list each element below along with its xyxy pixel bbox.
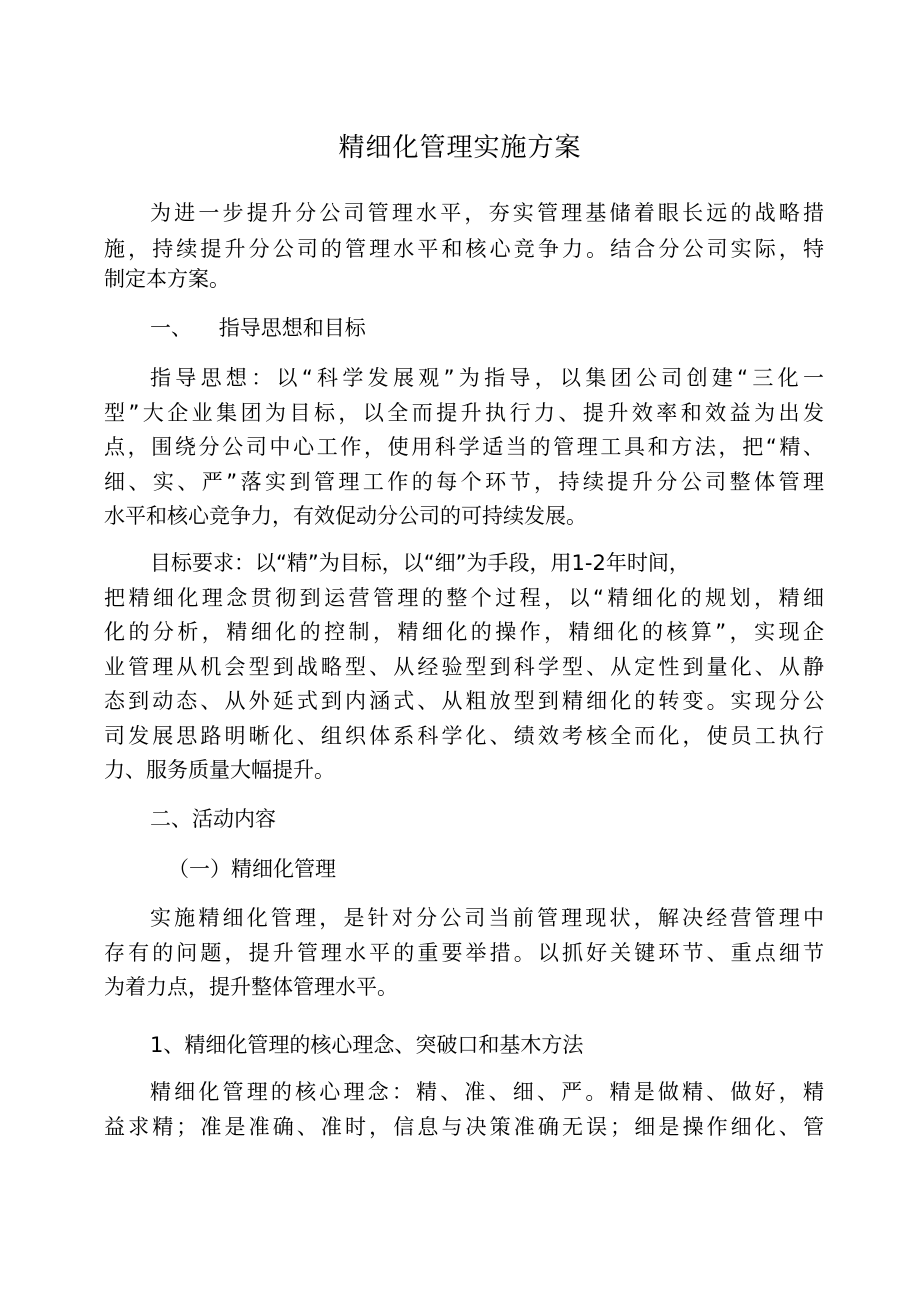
guiding-line-2: 型”大企业集团为目标，以全而提升执行力、提升效率和效益为出发	[104, 401, 824, 425]
implementation-line-3: 为着力点，提升整体管理水平。	[104, 975, 398, 999]
goals-line-6: 司发展思路明晰化、组织体系科学化、绩效考核全而化，使员工执行	[104, 724, 824, 748]
goals-line-1: 目标要求：以“精”为目标，以“细”为手段，用1-2年时间，	[150, 551, 690, 575]
core-concept-line-2: 益求精；准是准确、准时，信息与决策准确无误；细是操作细化、管	[104, 1115, 824, 1139]
guiding-line-4: 细、实、严”落实到管理工作的每个环节，持续提升分公司整体管理	[104, 470, 824, 494]
goals-line-3: 化的分析，精细化的控制，精细化的操作，精细化的核算”，实现企	[104, 620, 824, 644]
intro-line-2: 施，持续提升分公司的管理水平和核心竞争力。结合分公司实际，特	[104, 237, 824, 261]
subsection1-heading: （一）精细化管理	[168, 857, 336, 881]
section1-heading: 一、 指导思想和目标	[150, 316, 366, 340]
intro-line-3: 制定本方案。	[104, 267, 230, 291]
document-title: 精细化管理实施方案	[338, 133, 582, 163]
guiding-line-3: 点，围绕分公司中心工作，使用科学适当的管理工具和方法，把“精、	[104, 435, 824, 459]
goals-line-2: 把精细化理念贯彻到运营管理的整个过程，以“精细化的规划，精细	[104, 586, 824, 610]
guiding-line-1: 指导思想：以“科学发展观”为指导，以集团公司创建“三化一	[150, 366, 824, 390]
guiding-line-5: 水平和核心竞争力，有效促动分公司的可持续发展。	[104, 504, 587, 528]
goals-line-7: 力、服务质量大幅提升。	[104, 758, 335, 782]
implementation-line-1: 实施精细化管理，是针对分公司当前管理现状，解决经营管理中	[150, 906, 824, 930]
implementation-line-2: 存有的问题，提升管理水平的重要举措。以抓好关键环节、重点细节	[104, 941, 824, 965]
section2-heading: 二、活动内容	[150, 807, 276, 831]
goals-line-4: 业管理从机会型到战略型、从经验型到科学型、从定性到量化、从静	[104, 655, 824, 679]
core-concept-line-1: 精细化管理的核心理念：精、准、细、严。精是做精、做好，精	[150, 1080, 824, 1104]
intro-line-1: 为进一步提升分公司管理水平，夯实管理基储着眼长远的战略措	[150, 201, 824, 225]
goals-line-5: 态到动态、从外延式到内涵式、从粗放型到精细化的转变。实现分公	[104, 689, 824, 713]
item1-heading: 1、精细化管理的核心理念、突破口和基木方法	[150, 1033, 584, 1057]
